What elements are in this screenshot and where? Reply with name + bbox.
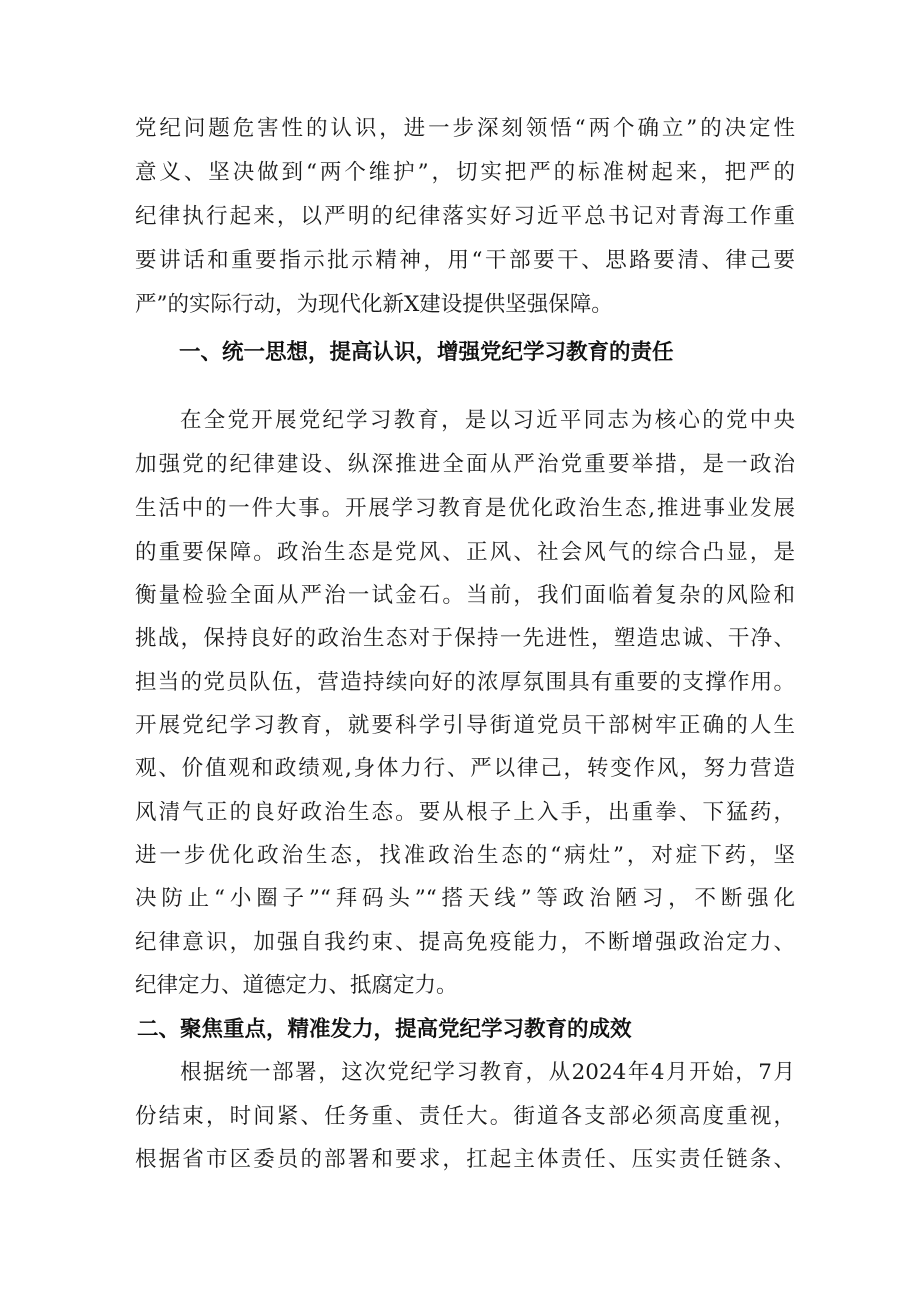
- section1-line-2: 加强党的纪律建设、纵深推进全面从严治党重要举措，是一政治: [135, 452, 795, 477]
- section1-line-10: 风清气正的良好政治生态。要从根子上入手，出重拳、下猛药，: [135, 800, 795, 825]
- intro-line-2: 意义、坚决做到“两个维护”，切实把严的标准树起来，把严的: [135, 160, 795, 185]
- intro-line-4: 要讲话和重要指示批示精神，用“干部要干、思路要清、律己要: [135, 248, 795, 273]
- section1-heading: 一、统一思想，提高认识，增强党纪学习教育的责任: [179, 340, 674, 365]
- section1-line-1: 在全党开展党纪学习教育，是以习近平同志为核心的党中央: [180, 408, 795, 433]
- section1-line-14: 纪律定力、道德定力、抵腐定力。: [135, 973, 458, 998]
- intro-line-5: 严”的实际行动，为现代化新X建设提供坚强保障。: [135, 292, 613, 317]
- section1-line-12: 决防止“小圈子”“拜码头”“搭天线”等政治陋习，不断强化: [135, 886, 795, 911]
- section2-line-2: 份结束，时间紧、任务重、责任大。街道各支部必须高度重视，: [135, 1104, 795, 1129]
- section1-line-8: 开展党纪学习教育，就要科学引导街道党员干部树牢正确的人生: [135, 713, 795, 738]
- section1-line-5: 衡量检验全面从严治一试金石。当前，我们面临着复杂的风险和: [135, 583, 795, 608]
- section1-line-11: 进一步优化政治生态，找准政治生态的“病灶”，对症下药，坚: [135, 843, 795, 868]
- section2-line-1: 根据统一部署，这次党纪学习教育，从2024年4月开始，7月: [180, 1060, 795, 1085]
- section1-line-3: 生活中的一件大事。开展学习教育是优化政治生态,推进事业发展: [135, 496, 795, 521]
- intro-line-1: 党纪问题危害性的认识，进一步深刻领悟“两个确立”的决定性: [135, 116, 795, 141]
- section1-line-13: 纪律意识，加强自我约束、提高免疫能力，不断增强政治定力、: [135, 930, 795, 955]
- section1-line-7: 担当的党员队伍，营造持续向好的浓厚氛围具有重要的支撑作用。: [135, 670, 795, 695]
- section1-line-4: 的重要保障。政治生态是党风、正风、社会风气的综合凸显，是: [135, 540, 795, 565]
- section2-heading: 二、聚焦重点，精准发力，提高党纪学习教育的成效: [137, 1017, 632, 1042]
- section1-line-9: 观、价值观和政绩观,身体力行、严以律己，转变作风，努力营造: [135, 756, 795, 781]
- section2-line-3: 根据省市区委员的部署和要求，扛起主体责任、压实责任链条、: [135, 1147, 795, 1172]
- intro-line-3: 纪律执行起来，以严明的纪律落实好习近平总书记对青海工作重: [135, 204, 795, 229]
- section1-line-6: 挑战，保持良好的政治生态对于保持一先进性，塑造忠诚、干净、: [135, 626, 795, 651]
